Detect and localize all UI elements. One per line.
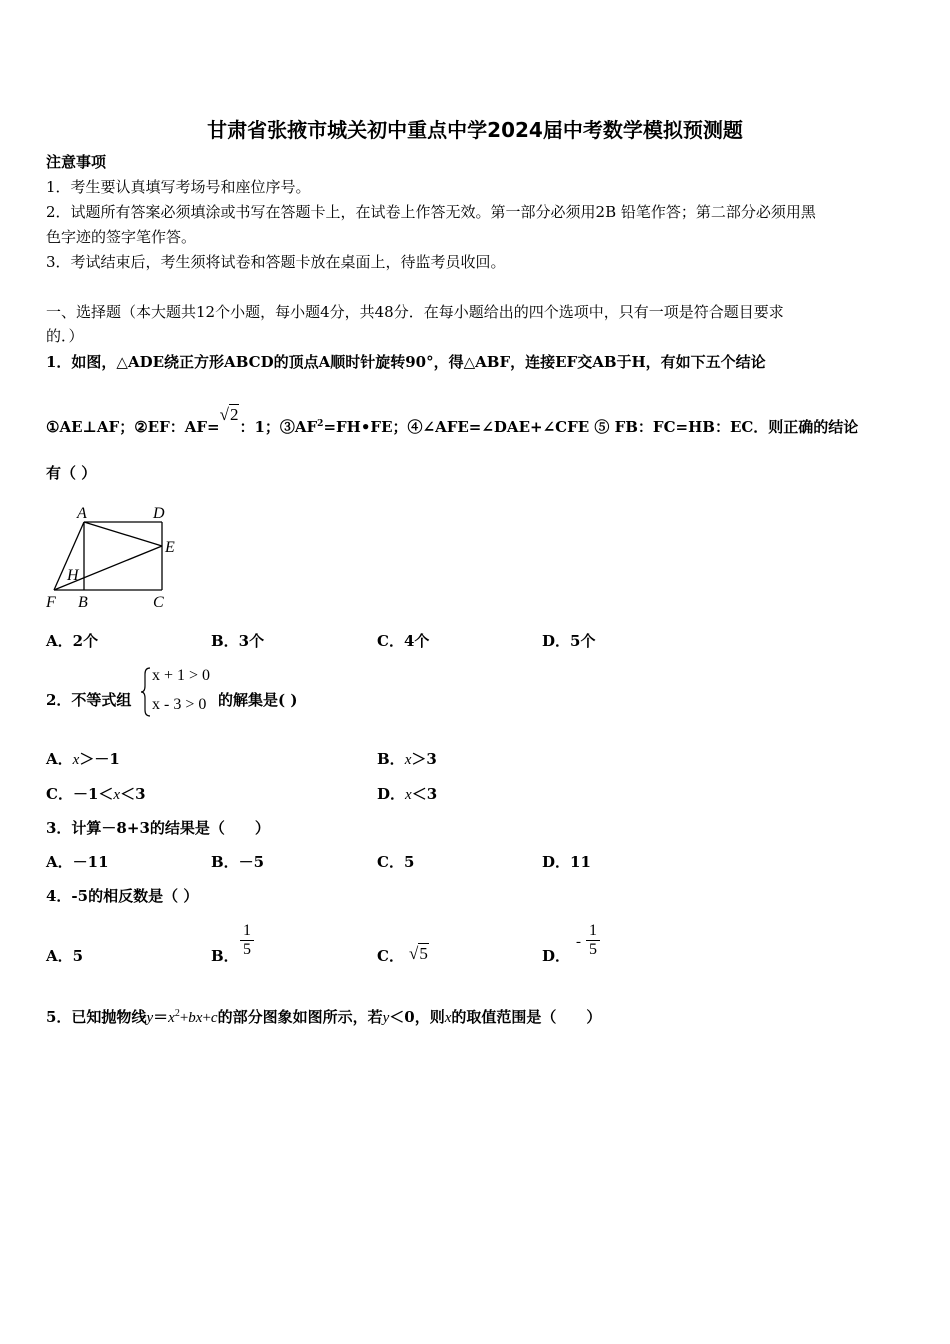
label-e: E [165, 539, 175, 556]
segment-ae [84, 522, 162, 546]
fraction-denominator: 5 [243, 941, 251, 958]
section-heading-cont: 的．） [46, 327, 84, 345]
q2-option-a-rest: ＞－1 [79, 750, 120, 768]
q2-option-a[interactable] [46, 749, 120, 770]
q1-option-b[interactable]: B．3个 [211, 632, 265, 650]
label-a: A [77, 505, 87, 522]
q1-conclusions-part3: =FH•FE；④∠AFE=∠DAE+∠CFE ⑤ FB：FC=HB：EC．则正确的结论 [323, 418, 859, 436]
q1-stem: 1．如图，△ADE绕正方形ABCD的顶点A顺时针旋转90°，得△ABF，连接EF交AB于H，有如下五个结论 [46, 353, 766, 371]
q5-stem [46, 1004, 601, 1028]
notice-item-2: 2．试题所有答案必须填涂或书写在答题卡上，在试卷上作答无效。第一部分必须用2B 铅笔作答；第二部分必须用黑 [46, 203, 816, 221]
q2-option-b-label: B． [377, 750, 405, 768]
q2-option-b-rest: ＞3 [411, 750, 437, 768]
q3-option-c[interactable]: C．5 [377, 853, 415, 871]
q1-figure [40, 500, 190, 615]
q4-option-c-sqrt: √5 [409, 944, 428, 963]
q4-option-b-label: B． [211, 947, 239, 965]
notice-item-2-cont: 色字迹的签字笔作答。 [46, 228, 197, 246]
label-d: D [153, 505, 165, 522]
q3-option-d[interactable]: D．11 [542, 853, 591, 871]
q1-conclusions [46, 405, 859, 437]
q3-option-b[interactable]: B．－5 [211, 853, 265, 871]
q2-option-c-rest: ＜3 [120, 785, 146, 803]
label-h: H [67, 567, 79, 584]
q5-plus-2: + [202, 1010, 211, 1026]
q2-suffix: 的解集是( ) [218, 691, 298, 709]
fraction-numerator: 1 [240, 922, 254, 941]
label-b: B [78, 594, 88, 611]
q5-var-c: c [210, 1010, 218, 1026]
q5-exponent: 2 [174, 1008, 180, 1019]
q2-option-d[interactable] [377, 784, 437, 805]
q5-text-1: 5．已知抛物线 [46, 1008, 147, 1026]
q5-var-y2: y [382, 1010, 390, 1026]
section-heading: 一、选择题（本大题共12个小题，每小题4分，共48分．在每小题给出的四个选项中，只有一项是符合题目要求 [46, 303, 784, 321]
label-c: C [153, 594, 164, 611]
sqrt-symbol: √2 [219, 405, 239, 424]
q1-conclusions-part2: ：1；③AF [239, 418, 318, 436]
q2-option-a-label: A． [46, 750, 73, 768]
q4-option-d-sign: - [576, 934, 581, 950]
brace-symbol [140, 666, 152, 718]
q2-option-d-var: x [405, 787, 412, 803]
q5-text-4: 的取值范围是（ ） [451, 1008, 602, 1026]
notice-item-1: 1．考生要认真填写考场号和座位序号。 [46, 178, 311, 196]
q2-inequality-2: x - 3 > 0 [152, 696, 207, 713]
q2-option-b-var: x [404, 752, 412, 768]
fraction-numerator: 1 [586, 922, 600, 941]
fraction-denominator: 5 [589, 941, 597, 958]
q5-var-y: y [146, 1010, 154, 1026]
q2-option-d-rest: ＜3 [411, 785, 438, 803]
notice-heading: 注意事项 [46, 153, 107, 171]
q2-prefix: 2．不等式组 [46, 691, 132, 709]
q4-option-d-fraction [586, 922, 600, 959]
q1-sqrt-radicand: 2 [229, 405, 239, 424]
q4-option-c-radicand: 5 [419, 944, 428, 963]
q2-option-c-pre: －1＜ [72, 785, 114, 803]
q4-option-d-label: D． [542, 947, 571, 965]
q5-text-2: 的部分图象如图所示，若 [217, 1008, 383, 1026]
q5-var-bx: bx [188, 1010, 203, 1026]
q2-option-d-label: D． [377, 785, 406, 803]
q1-superscript: 2 [317, 419, 324, 429]
q1-conclusions-part1: ①AE⊥AF；②EF：AF= [46, 418, 220, 436]
q1-stem-end: 有（ ） [46, 464, 97, 482]
q2-option-c-var: x [113, 787, 121, 803]
q2-option-c-label: C． [46, 785, 73, 803]
q1-option-c[interactable]: C．4个 [377, 632, 430, 650]
q5-var-x: x [168, 1010, 175, 1026]
q2-option-b[interactable] [377, 749, 437, 770]
q4-option-c-label: C． [377, 947, 404, 965]
q4-stem: 4．-5的相反数是（ ） [46, 887, 199, 905]
q4-option-b-fraction [240, 922, 254, 959]
q3-stem: 3．计算－8+3的结果是（ ） [46, 819, 270, 837]
q5-text-3: ＜0，则 [389, 1008, 445, 1026]
q5-plus-1: + [179, 1010, 189, 1026]
q4-option-a[interactable]: A．5 [46, 947, 84, 965]
q5-equals: ＝ [153, 1008, 169, 1026]
page-title: 甘肃省张掖市城关初中重点中学2024届中考数学模拟预测题 [207, 118, 743, 142]
label-f: F [46, 594, 56, 611]
notice-item-3: 3．考试结束后，考生须将试卷和答题卡放在桌面上，待监考员收回。 [46, 253, 506, 271]
q2-inequality-1: x + 1 > 0 [152, 667, 211, 684]
q2-option-c[interactable] [46, 784, 146, 805]
q3-option-a[interactable]: A．－11 [46, 853, 109, 871]
q1-option-a[interactable]: A．2个 [46, 632, 99, 650]
q1-option-d[interactable]: D．5个 [542, 632, 596, 650]
q2-option-a-var: x [72, 752, 80, 768]
q5-var-x2: x [444, 1010, 452, 1026]
